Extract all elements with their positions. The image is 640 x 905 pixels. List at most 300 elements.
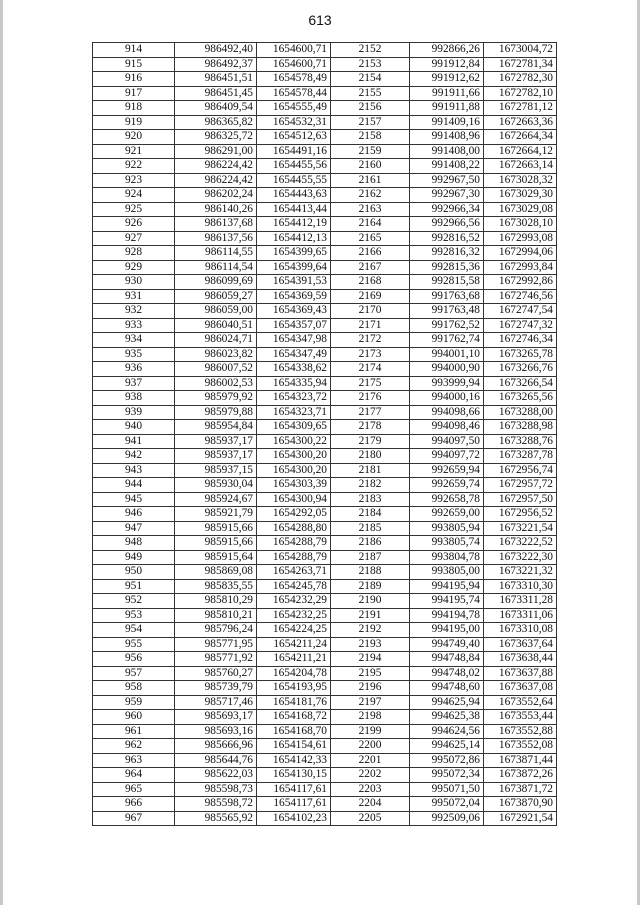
x-coordinate-cell: 991762,74	[410, 333, 484, 348]
y-coordinate-cell: 1673028,10	[484, 217, 557, 232]
x-coordinate-cell: 993804,78	[410, 550, 484, 565]
point-number-cell: 918	[93, 101, 175, 116]
table-row	[93, 710, 557, 725]
x-coordinate-cell: 985771,95	[175, 637, 257, 652]
y-coordinate-cell: 1654600,71	[257, 43, 331, 58]
point-number-cell: 2168	[331, 275, 410, 290]
point-number-cell: 2170	[331, 304, 410, 319]
x-coordinate-cell: 992816,52	[410, 231, 484, 246]
x-coordinate-cell: 985666,96	[175, 739, 257, 754]
table-row	[93, 521, 557, 536]
y-coordinate-cell: 1673266,54	[484, 376, 557, 391]
x-coordinate-cell: 986224,42	[175, 173, 257, 188]
table-row	[93, 666, 557, 681]
x-coordinate-cell: 991408,22	[410, 159, 484, 174]
table-row	[93, 623, 557, 638]
point-number-cell: 938	[93, 391, 175, 406]
point-number-cell: 2156	[331, 101, 410, 116]
x-coordinate-cell: 985937,15	[175, 463, 257, 478]
point-number-cell: 923	[93, 173, 175, 188]
y-coordinate-cell: 1673288,00	[484, 405, 557, 420]
table-row	[93, 492, 557, 507]
y-coordinate-cell: 1672781,34	[484, 57, 557, 72]
point-number-cell: 936	[93, 362, 175, 377]
x-coordinate-cell: 994097,50	[410, 434, 484, 449]
y-coordinate-cell: 1672992,86	[484, 275, 557, 290]
point-number-cell: 2203	[331, 782, 410, 797]
point-number-cell: 924	[93, 188, 175, 203]
table-row	[93, 681, 557, 696]
point-number-cell: 949	[93, 550, 175, 565]
point-number-cell: 946	[93, 507, 175, 522]
y-coordinate-cell: 1654300,20	[257, 463, 331, 478]
y-coordinate-cell: 1654455,55	[257, 173, 331, 188]
table-row	[93, 753, 557, 768]
table-row	[93, 217, 557, 232]
table-row	[93, 231, 557, 246]
point-number-cell: 967	[93, 811, 175, 826]
x-coordinate-cell: 986451,45	[175, 86, 257, 101]
point-number-cell: 2177	[331, 405, 410, 420]
y-coordinate-cell: 1654117,61	[257, 797, 331, 812]
y-coordinate-cell: 1654578,44	[257, 86, 331, 101]
table-row	[93, 391, 557, 406]
x-coordinate-cell: 986114,54	[175, 260, 257, 275]
x-coordinate-cell: 994194,78	[410, 608, 484, 623]
table-row	[93, 289, 557, 304]
y-coordinate-cell: 1654412,13	[257, 231, 331, 246]
x-coordinate-cell: 994000,16	[410, 391, 484, 406]
y-coordinate-cell: 1654300,22	[257, 434, 331, 449]
point-number-cell: 933	[93, 318, 175, 333]
y-coordinate-cell: 1654413,44	[257, 202, 331, 217]
x-coordinate-cell: 994748,02	[410, 666, 484, 681]
y-coordinate-cell: 1672663,14	[484, 159, 557, 174]
table-row	[93, 202, 557, 217]
x-coordinate-cell: 986059,00	[175, 304, 257, 319]
y-coordinate-cell: 1654347,98	[257, 333, 331, 348]
y-coordinate-cell: 1654399,64	[257, 260, 331, 275]
point-number-cell: 2162	[331, 188, 410, 203]
table-row	[93, 144, 557, 159]
table-row	[93, 420, 557, 435]
point-number-cell: 962	[93, 739, 175, 754]
x-coordinate-cell: 985835,55	[175, 579, 257, 594]
x-coordinate-cell: 986024,71	[175, 333, 257, 348]
x-coordinate-cell: 993999,94	[410, 376, 484, 391]
y-coordinate-cell: 1654303,39	[257, 478, 331, 493]
point-number-cell: 917	[93, 86, 175, 101]
x-coordinate-cell: 993805,00	[410, 565, 484, 580]
point-number-cell: 2161	[331, 173, 410, 188]
table-row	[93, 43, 557, 58]
x-coordinate-cell: 985937,17	[175, 434, 257, 449]
point-number-cell: 937	[93, 376, 175, 391]
x-coordinate-cell: 985565,92	[175, 811, 257, 826]
x-coordinate-cell: 992658,78	[410, 492, 484, 507]
x-coordinate-cell: 985739,79	[175, 681, 257, 696]
point-number-cell: 2166	[331, 246, 410, 261]
y-coordinate-cell: 1673553,44	[484, 710, 557, 725]
table-row	[93, 333, 557, 348]
coordinates-table-body	[93, 43, 557, 826]
point-number-cell: 922	[93, 159, 175, 174]
x-coordinate-cell: 985810,29	[175, 594, 257, 609]
point-number-cell: 945	[93, 492, 175, 507]
point-number-cell: 2163	[331, 202, 410, 217]
table-row	[93, 188, 557, 203]
table-row	[93, 347, 557, 362]
table-row	[93, 507, 557, 522]
y-coordinate-cell: 1673265,78	[484, 347, 557, 362]
point-number-cell: 948	[93, 536, 175, 551]
table-row	[93, 159, 557, 174]
y-coordinate-cell: 1654412,19	[257, 217, 331, 232]
table-row	[93, 695, 557, 710]
point-number-cell: 2190	[331, 594, 410, 609]
table-row	[93, 376, 557, 391]
table-row	[93, 57, 557, 72]
x-coordinate-cell: 991912,62	[410, 72, 484, 87]
y-coordinate-cell: 1654443,63	[257, 188, 331, 203]
point-number-cell: 963	[93, 753, 175, 768]
table-row	[93, 550, 557, 565]
point-number-cell: 2188	[331, 565, 410, 580]
point-number-cell: 2187	[331, 550, 410, 565]
y-coordinate-cell: 1654369,43	[257, 304, 331, 319]
x-coordinate-cell: 985760,27	[175, 666, 257, 681]
y-coordinate-cell: 1654232,25	[257, 608, 331, 623]
x-coordinate-cell: 985937,17	[175, 449, 257, 464]
table-row	[93, 797, 557, 812]
y-coordinate-cell: 1673287,78	[484, 449, 557, 464]
x-coordinate-cell: 985924,67	[175, 492, 257, 507]
point-number-cell: 930	[93, 275, 175, 290]
y-coordinate-cell: 1673311,28	[484, 594, 557, 609]
x-coordinate-cell: 994625,94	[410, 695, 484, 710]
x-coordinate-cell: 995072,86	[410, 753, 484, 768]
y-coordinate-cell: 1673266,76	[484, 362, 557, 377]
table-row	[93, 811, 557, 826]
y-coordinate-cell: 1673029,30	[484, 188, 557, 203]
point-number-cell: 2176	[331, 391, 410, 406]
point-number-cell: 960	[93, 710, 175, 725]
point-number-cell: 2184	[331, 507, 410, 522]
y-coordinate-cell: 1673221,32	[484, 565, 557, 580]
table-row	[93, 318, 557, 333]
y-coordinate-cell: 1654117,61	[257, 782, 331, 797]
x-coordinate-cell: 985921,79	[175, 507, 257, 522]
point-number-cell: 940	[93, 420, 175, 435]
x-coordinate-cell: 994195,94	[410, 579, 484, 594]
y-coordinate-cell: 1672782,10	[484, 86, 557, 101]
x-coordinate-cell: 993805,74	[410, 536, 484, 551]
table-row	[93, 782, 557, 797]
x-coordinate-cell: 986137,68	[175, 217, 257, 232]
table-row	[93, 86, 557, 101]
x-coordinate-cell: 992967,30	[410, 188, 484, 203]
point-number-cell: 916	[93, 72, 175, 87]
coordinates-table	[92, 42, 557, 826]
point-number-cell: 956	[93, 652, 175, 667]
x-coordinate-cell: 986114,55	[175, 246, 257, 261]
table-row	[93, 536, 557, 551]
x-coordinate-cell: 985810,21	[175, 608, 257, 623]
x-coordinate-cell: 992509,06	[410, 811, 484, 826]
x-coordinate-cell: 986099,69	[175, 275, 257, 290]
point-number-cell: 928	[93, 246, 175, 261]
point-number-cell: 2185	[331, 521, 410, 536]
x-coordinate-cell: 993805,94	[410, 521, 484, 536]
table-row	[93, 72, 557, 87]
y-coordinate-cell: 1654154,61	[257, 739, 331, 754]
point-number-cell: 2182	[331, 478, 410, 493]
x-coordinate-cell: 992659,00	[410, 507, 484, 522]
x-coordinate-cell: 991763,68	[410, 289, 484, 304]
x-coordinate-cell: 992816,32	[410, 246, 484, 261]
table-row	[93, 594, 557, 609]
y-coordinate-cell: 1672956,74	[484, 463, 557, 478]
x-coordinate-cell: 992659,94	[410, 463, 484, 478]
x-coordinate-cell: 991408,96	[410, 130, 484, 145]
point-number-cell: 934	[93, 333, 175, 348]
point-number-cell: 954	[93, 623, 175, 638]
y-coordinate-cell: 1673871,72	[484, 782, 557, 797]
y-coordinate-cell: 1672957,50	[484, 492, 557, 507]
y-coordinate-cell: 1672782,30	[484, 72, 557, 87]
point-number-cell: 2155	[331, 86, 410, 101]
y-coordinate-cell: 1654288,80	[257, 521, 331, 536]
y-coordinate-cell: 1654292,05	[257, 507, 331, 522]
table-row	[93, 768, 557, 783]
point-number-cell: 919	[93, 115, 175, 130]
point-number-cell: 2200	[331, 739, 410, 754]
point-number-cell: 2202	[331, 768, 410, 783]
point-number-cell: 2153	[331, 57, 410, 72]
point-number-cell: 2183	[331, 492, 410, 507]
x-coordinate-cell: 992866,26	[410, 43, 484, 58]
y-coordinate-cell: 1654555,49	[257, 101, 331, 116]
y-coordinate-cell: 1654578,49	[257, 72, 331, 87]
point-number-cell: 958	[93, 681, 175, 696]
point-number-cell: 957	[93, 666, 175, 681]
y-coordinate-cell: 1654288,79	[257, 536, 331, 551]
x-coordinate-cell: 994195,00	[410, 623, 484, 638]
x-coordinate-cell: 986325,72	[175, 130, 257, 145]
point-number-cell: 2152	[331, 43, 410, 58]
x-coordinate-cell: 994625,38	[410, 710, 484, 725]
point-number-cell: 2169	[331, 289, 410, 304]
y-coordinate-cell: 1672747,32	[484, 318, 557, 333]
y-coordinate-cell: 1672956,52	[484, 507, 557, 522]
x-coordinate-cell: 992815,58	[410, 275, 484, 290]
x-coordinate-cell: 991911,66	[410, 86, 484, 101]
x-coordinate-cell: 991911,88	[410, 101, 484, 116]
x-coordinate-cell: 986224,42	[175, 159, 257, 174]
scan-edge-left	[0, 0, 3, 905]
x-coordinate-cell: 986002,53	[175, 376, 257, 391]
point-number-cell: 935	[93, 347, 175, 362]
x-coordinate-cell: 995072,34	[410, 768, 484, 783]
x-coordinate-cell: 986137,56	[175, 231, 257, 246]
y-coordinate-cell: 1654399,65	[257, 246, 331, 261]
x-coordinate-cell: 995071,50	[410, 782, 484, 797]
point-number-cell: 2173	[331, 347, 410, 362]
point-number-cell: 2204	[331, 797, 410, 812]
point-number-cell: 2157	[331, 115, 410, 130]
point-number-cell: 2178	[331, 420, 410, 435]
y-coordinate-cell: 1654357,07	[257, 318, 331, 333]
y-coordinate-cell: 1654168,72	[257, 710, 331, 725]
point-number-cell: 944	[93, 478, 175, 493]
x-coordinate-cell: 994748,60	[410, 681, 484, 696]
y-coordinate-cell: 1654211,24	[257, 637, 331, 652]
y-coordinate-cell: 1673310,30	[484, 579, 557, 594]
y-coordinate-cell: 1672664,34	[484, 130, 557, 145]
y-coordinate-cell: 1673311,06	[484, 608, 557, 623]
point-number-cell: 2172	[331, 333, 410, 348]
y-coordinate-cell: 1654391,53	[257, 275, 331, 290]
point-number-cell: 925	[93, 202, 175, 217]
y-coordinate-cell: 1654338,62	[257, 362, 331, 377]
point-number-cell: 965	[93, 782, 175, 797]
table-row	[93, 463, 557, 478]
point-number-cell: 2159	[331, 144, 410, 159]
x-coordinate-cell: 985979,92	[175, 391, 257, 406]
point-number-cell: 926	[93, 217, 175, 232]
y-coordinate-cell: 1672663,36	[484, 115, 557, 130]
y-coordinate-cell: 1654193,95	[257, 681, 331, 696]
x-coordinate-cell: 985869,08	[175, 565, 257, 580]
table-row	[93, 173, 557, 188]
point-number-cell: 914	[93, 43, 175, 58]
y-coordinate-cell: 1654300,20	[257, 449, 331, 464]
point-number-cell: 2158	[331, 130, 410, 145]
point-number-cell: 966	[93, 797, 175, 812]
y-coordinate-cell: 1654211,21	[257, 652, 331, 667]
y-coordinate-cell: 1654300,94	[257, 492, 331, 507]
y-coordinate-cell: 1673310,08	[484, 623, 557, 638]
x-coordinate-cell: 986409,54	[175, 101, 257, 116]
x-coordinate-cell: 986059,27	[175, 289, 257, 304]
table-row	[93, 304, 557, 319]
point-number-cell: 2164	[331, 217, 410, 232]
y-coordinate-cell: 1654130,15	[257, 768, 331, 783]
y-coordinate-cell: 1654102,23	[257, 811, 331, 826]
point-number-cell: 920	[93, 130, 175, 145]
table-row	[93, 724, 557, 739]
y-coordinate-cell: 1673288,76	[484, 434, 557, 449]
table-row	[93, 275, 557, 290]
x-coordinate-cell: 992966,56	[410, 217, 484, 232]
point-number-cell: 2186	[331, 536, 410, 551]
x-coordinate-cell: 992967,50	[410, 173, 484, 188]
point-number-cell: 939	[93, 405, 175, 420]
x-coordinate-cell: 985771,92	[175, 652, 257, 667]
x-coordinate-cell: 992815,36	[410, 260, 484, 275]
y-coordinate-cell: 1654323,72	[257, 391, 331, 406]
x-coordinate-cell: 994625,14	[410, 739, 484, 754]
y-coordinate-cell: 1654232,29	[257, 594, 331, 609]
point-number-cell: 2175	[331, 376, 410, 391]
y-coordinate-cell: 1654168,70	[257, 724, 331, 739]
x-coordinate-cell: 986202,24	[175, 188, 257, 203]
y-coordinate-cell: 1672993,84	[484, 260, 557, 275]
table-row	[93, 478, 557, 493]
x-coordinate-cell: 985622,03	[175, 768, 257, 783]
x-coordinate-cell: 985693,16	[175, 724, 257, 739]
y-coordinate-cell: 1654142,33	[257, 753, 331, 768]
table-row	[93, 579, 557, 594]
y-coordinate-cell: 1654263,71	[257, 565, 331, 580]
y-coordinate-cell: 1673870,90	[484, 797, 557, 812]
point-number-cell: 2196	[331, 681, 410, 696]
y-coordinate-cell: 1654512,63	[257, 130, 331, 145]
point-number-cell: 2201	[331, 753, 410, 768]
table-row	[93, 260, 557, 275]
y-coordinate-cell: 1673552,88	[484, 724, 557, 739]
point-number-cell: 951	[93, 579, 175, 594]
y-coordinate-cell: 1673552,08	[484, 739, 557, 754]
x-coordinate-cell: 985644,76	[175, 753, 257, 768]
point-number-cell: 950	[93, 565, 175, 580]
point-number-cell: 932	[93, 304, 175, 319]
x-coordinate-cell: 994748,84	[410, 652, 484, 667]
table-row	[93, 652, 557, 667]
point-number-cell: 2195	[331, 666, 410, 681]
point-number-cell: 2180	[331, 449, 410, 464]
x-coordinate-cell: 986007,52	[175, 362, 257, 377]
x-coordinate-cell: 991408,00	[410, 144, 484, 159]
x-coordinate-cell: 985598,73	[175, 782, 257, 797]
point-number-cell: 952	[93, 594, 175, 609]
point-number-cell: 955	[93, 637, 175, 652]
x-coordinate-cell: 985915,66	[175, 521, 257, 536]
y-coordinate-cell: 1672994,06	[484, 246, 557, 261]
point-number-cell: 2198	[331, 710, 410, 725]
y-coordinate-cell: 1673222,52	[484, 536, 557, 551]
point-number-cell: 927	[93, 231, 175, 246]
point-number-cell: 2165	[331, 231, 410, 246]
y-coordinate-cell: 1672957,72	[484, 478, 557, 493]
y-coordinate-cell: 1672921,54	[484, 811, 557, 826]
y-coordinate-cell: 1654309,65	[257, 420, 331, 435]
x-coordinate-cell: 992966,34	[410, 202, 484, 217]
point-number-cell: 941	[93, 434, 175, 449]
x-coordinate-cell: 986451,51	[175, 72, 257, 87]
x-coordinate-cell: 985979,88	[175, 405, 257, 420]
point-number-cell: 942	[93, 449, 175, 464]
x-coordinate-cell: 986140,26	[175, 202, 257, 217]
x-coordinate-cell: 986365,82	[175, 115, 257, 130]
y-coordinate-cell: 1673004,72	[484, 43, 557, 58]
y-coordinate-cell: 1673221,54	[484, 521, 557, 536]
point-number-cell: 2205	[331, 811, 410, 826]
x-coordinate-cell: 991409,16	[410, 115, 484, 130]
x-coordinate-cell: 985915,66	[175, 536, 257, 551]
x-coordinate-cell: 986040,51	[175, 318, 257, 333]
point-number-cell: 2154	[331, 72, 410, 87]
y-coordinate-cell: 1654600,71	[257, 57, 331, 72]
y-coordinate-cell: 1673637,64	[484, 637, 557, 652]
y-coordinate-cell: 1673028,32	[484, 173, 557, 188]
point-number-cell: 947	[93, 521, 175, 536]
y-coordinate-cell: 1673265,56	[484, 391, 557, 406]
y-coordinate-cell: 1654323,71	[257, 405, 331, 420]
x-coordinate-cell: 985693,17	[175, 710, 257, 725]
y-coordinate-cell: 1654204,78	[257, 666, 331, 681]
point-number-cell: 2174	[331, 362, 410, 377]
